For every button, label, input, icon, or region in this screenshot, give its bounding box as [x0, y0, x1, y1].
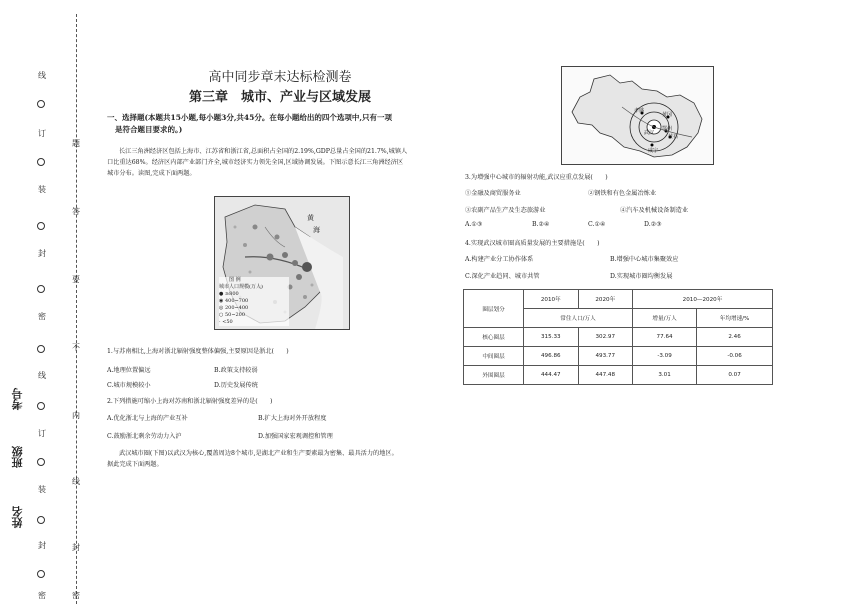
q3-item-2: ②钢铁和有色金属冶炼业	[588, 190, 657, 197]
q2-option-c[interactable]: C.鼓励浙北剩余劳动力入沪	[107, 433, 182, 440]
binding-hole	[37, 222, 45, 230]
q2-option-d[interactable]: D.加强国家宏观调控和管理	[258, 433, 333, 440]
binding-line	[76, 14, 77, 604]
q2-option-b[interactable]: B.扩大上海对外开放程度	[258, 415, 327, 422]
q4-option-d[interactable]: D.实现城市圈均衡发展	[610, 273, 673, 280]
margin-char: 订	[38, 129, 46, 138]
passage-line: 长江三角洲经济区包括上海市、江苏省和浙江省,总面积占全国的2.19%,GDP总量占全国的21.7%,城镇人	[119, 148, 408, 155]
legend-item: · <50	[219, 319, 233, 325]
table-cell: 77.64	[632, 328, 696, 347]
city-label: 黄冈	[662, 112, 673, 118]
passage-line: 武汉城市圈(下图)以武汉为核心,覆盖周边8个城市,是湖北产业和生产要素最为密集、最具活力的地区。	[119, 450, 398, 457]
margin-char: 装	[38, 185, 46, 194]
exam-title: 高中同步章末达标检测卷	[208, 70, 352, 85]
table-cell: 496.86	[524, 347, 578, 366]
chapter-title: 第三章 城市、产业与区域发展	[188, 90, 371, 105]
exam-number-field[interactable]: 考号	[11, 388, 24, 410]
table-cell: 核心圈层	[464, 328, 524, 347]
table-row	[464, 366, 773, 385]
passage-line: 据此完成下面两题。	[107, 461, 163, 468]
table-cell: 493.77	[578, 347, 632, 366]
header-population: 常住人口/万人	[524, 309, 633, 328]
margin-char: 线	[38, 371, 46, 380]
table-row	[464, 328, 773, 347]
binding-hole	[37, 458, 45, 466]
q4-option-a[interactable]: A.构建产业分工协作体系	[465, 256, 534, 263]
header-2010: 2010年	[524, 290, 578, 309]
q3-item-3: ③农副产品生产及生态旅游业	[465, 207, 546, 214]
map-legend	[219, 277, 289, 326]
margin-char: 装	[38, 485, 46, 494]
passage-1	[107, 146, 455, 179]
legend-item: ○ 50~200	[219, 312, 246, 318]
margin-char: 密	[38, 591, 46, 600]
wuhan-city-circle-map	[561, 66, 714, 165]
section-instructions	[107, 112, 455, 136]
q3-item-1: ①金融及商贸服务业	[465, 190, 521, 197]
city-label: 孝感	[634, 108, 645, 114]
margin-notice-char: 不	[72, 343, 80, 352]
table-cell: -0.06	[697, 347, 773, 366]
table-cell: 3.01	[632, 366, 696, 385]
margin-notice-char: 答	[72, 207, 80, 216]
table-cell: 315.33	[524, 328, 578, 347]
margin-notice-char: 要	[72, 275, 80, 284]
city-label: 黄石	[668, 134, 679, 140]
q3-option-a[interactable]: A.①③	[465, 221, 483, 228]
margin-char: 密	[38, 312, 46, 321]
margin-notice-char: 题	[72, 139, 80, 148]
table-cell: 外围圈层	[464, 366, 524, 385]
section-line: 是符合题目要求的。)	[115, 125, 183, 134]
table-cell: -3.09	[632, 347, 696, 366]
binding-hole	[37, 285, 45, 293]
margin-notice-char: 封	[72, 543, 80, 552]
sea-label: 海	[313, 226, 320, 234]
passage-line: 城市分布。读图,完成下面两题。	[107, 170, 196, 177]
passage-2	[107, 448, 455, 470]
margin-notice-char: 内	[72, 411, 80, 420]
city-label: 武汉	[644, 130, 655, 136]
legend-subtitle: 城市人口规模(万人)	[219, 284, 263, 290]
q1-option-a[interactable]: A.地理位置偏远	[107, 367, 151, 374]
margin-char: 订	[38, 429, 46, 438]
q1-option-c[interactable]: C.城市规模较小	[107, 382, 151, 389]
table-cell: 0.07	[697, 366, 773, 385]
legend-item: ◉ 400~700	[219, 298, 249, 304]
table-cell: 444.47	[524, 366, 578, 385]
section-line: 一、选择题(本题共15小题,每小题3分,共45分。在每小题给出的四个选项中,只有一项	[107, 113, 392, 122]
passage-line: 口比重达68%。经济区内部产业部门齐全,城市经济实力领先全国,区域协调发展。下图示意长江三角洲经济区	[107, 159, 404, 166]
q3-option-d[interactable]: D.②③	[644, 221, 662, 228]
q3-option-b[interactable]: B.②④	[532, 221, 550, 228]
margin-char: 封	[38, 249, 46, 258]
class-field[interactable]: 班级	[11, 446, 24, 468]
binding-hole	[37, 158, 45, 166]
binding-hole	[37, 570, 45, 578]
legend-item: ◎ 200~400	[219, 305, 249, 311]
question-2-stem: 2.下列措施可缩小上海对苏南和浙北辐射强度差异的是( )	[107, 398, 273, 405]
binding-hole	[37, 402, 45, 410]
binding-hole	[37, 345, 45, 353]
table-cell: 中间圈层	[464, 347, 524, 366]
legend-title: 图 例	[229, 277, 241, 283]
header-2020: 2020年	[578, 290, 632, 309]
legend-item: ● ≥800	[219, 291, 239, 297]
name-field[interactable]: 姓名	[11, 506, 24, 528]
header-rate: 年均增速/%	[697, 309, 773, 328]
city-label: 鄂州	[662, 126, 673, 132]
header-increment: 增量/万人	[632, 309, 696, 328]
margin-char: 封	[38, 541, 46, 550]
q1-option-b[interactable]: B.政策支持较弱	[214, 367, 258, 374]
q2-option-a[interactable]: A.优化浙北与上海的产业互补	[107, 415, 188, 422]
header-region: 圈层划分	[464, 290, 524, 328]
question-4-stem: 4.实现武汉城市圈高质量发展的主要措施是( )	[465, 240, 600, 247]
q4-option-b[interactable]: B.增强中心城市集聚效应	[610, 256, 679, 263]
table-header-row	[464, 290, 773, 309]
margin-notice-char: 密	[72, 591, 80, 600]
sea-label: 黄	[307, 214, 314, 222]
q3-item-4: ④汽车及机械设备制造业	[620, 207, 689, 214]
yangtze-delta-map	[214, 196, 350, 330]
wuhan-map-graphic	[562, 67, 713, 164]
binding-hole	[37, 100, 45, 108]
margin-notice-char: 线	[72, 477, 80, 486]
q4-option-c[interactable]: C.深化产业趋同、城市共管	[465, 273, 540, 280]
city-label: 咸宁	[648, 148, 659, 154]
binding-hole	[37, 516, 45, 524]
question-1-stem: 1.与苏南相比,上海对浙北辐射强度整体偏强,主要原因是浙北( )	[107, 348, 289, 355]
population-table	[463, 289, 773, 385]
table-cell: 2.46	[697, 328, 773, 347]
table-cell: 447.48	[578, 366, 632, 385]
q3-option-c[interactable]: C.①④	[588, 221, 606, 228]
question-3-stem: 3.为增强中心城市的辐射功能,武汉应重点发展( )	[465, 174, 608, 181]
table-cell: 302.97	[578, 328, 632, 347]
table-row	[464, 347, 773, 366]
q1-option-d[interactable]: D.历史发展传统	[214, 382, 258, 389]
header-span: 2010—2020年	[632, 290, 772, 309]
margin-char: 线	[38, 71, 46, 80]
